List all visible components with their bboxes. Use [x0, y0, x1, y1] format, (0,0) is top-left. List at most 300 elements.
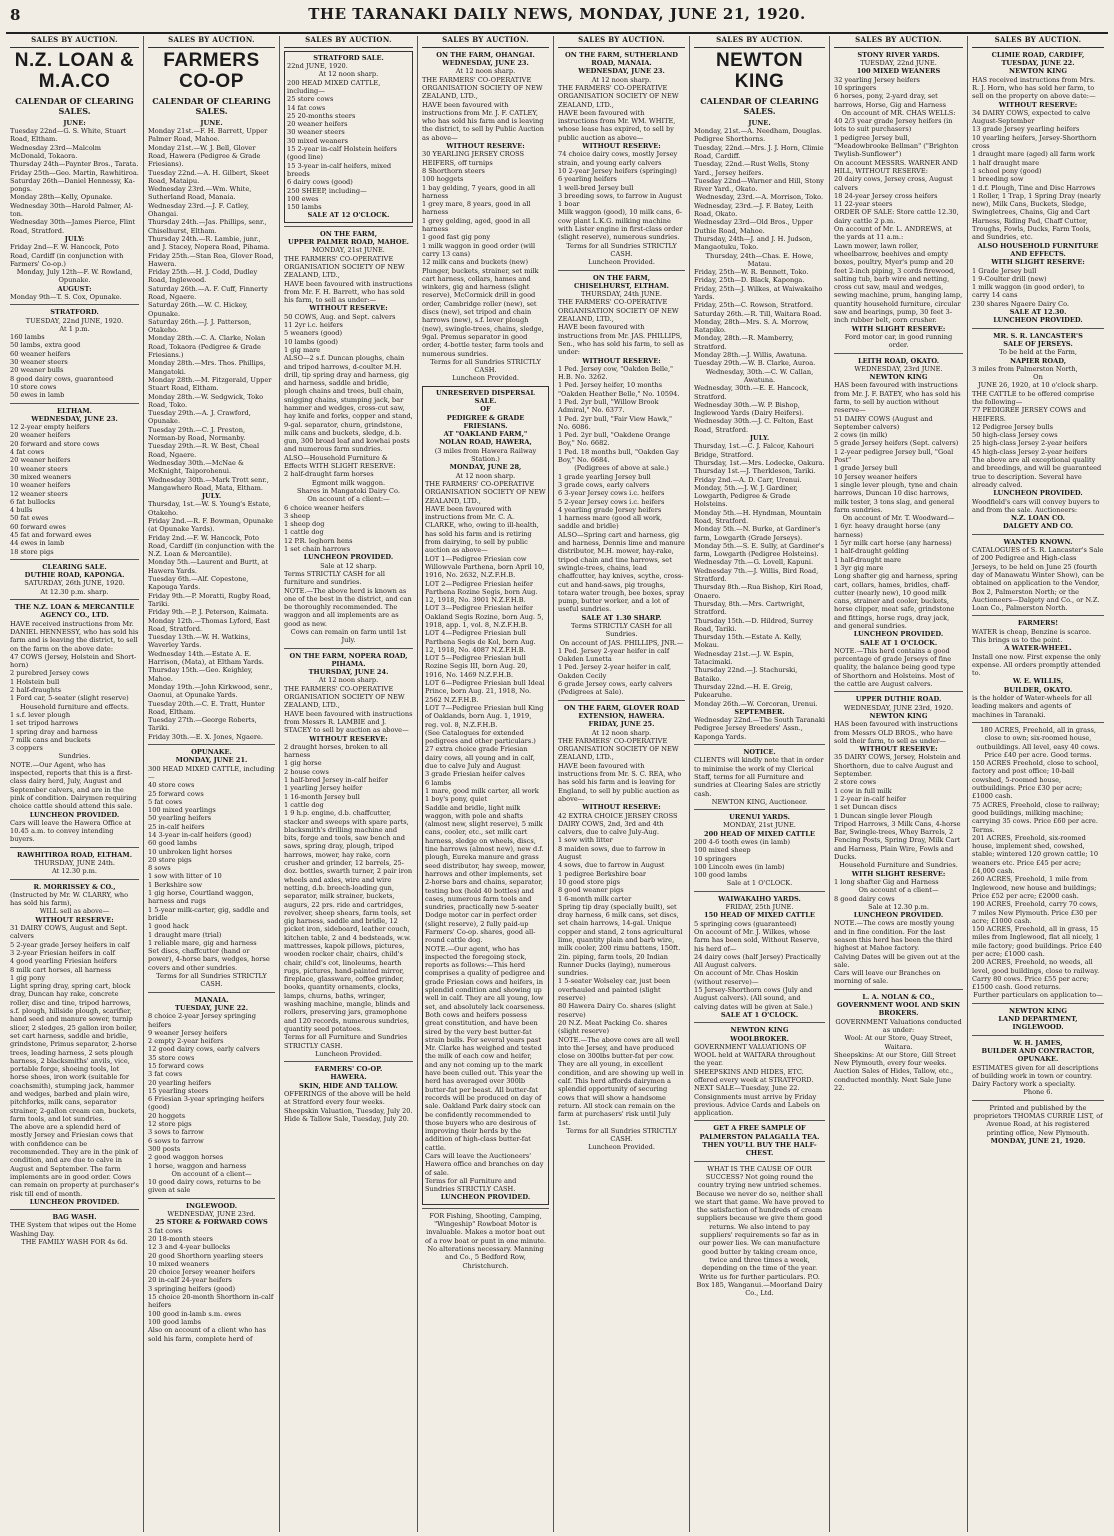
listing-line: Tuesday 29th.—C. J. Preston, Norman-by Road, Normanby.: [148, 425, 246, 443]
listing-line: 150 lambs: [287, 203, 322, 212]
listing-line: 4 fat cows: [10, 448, 45, 457]
masthead: [6, 2, 1108, 34]
listing-block: [972, 1100, 1104, 1145]
listing-line: 10 springers: [834, 84, 877, 92]
listing-line: 1 gig horse: [284, 759, 322, 768]
listing-line: SEPTEMBER.: [734, 707, 785, 716]
listing-line: Cars will leave our Branches on morning of sale.: [834, 969, 941, 986]
listing-line: Monday 28th.—Mrs. Thos. Phillips, Mangatoki.: [148, 359, 266, 376]
listing-line: ON THE FARM, OHANGAI.: [436, 50, 535, 59]
listing-block: [694, 1022, 825, 1117]
listing-line: Thursday, 24th—Chas. E. Howe, Matau.: [705, 251, 814, 268]
banner-title: FARMERS CO-OP: [163, 49, 260, 92]
listing-line: 6 Friesian 3-year springing heifers (good): [148, 1095, 265, 1112]
listing-line: Monday 5th.—Laurent and Burtt, at Hawera Yards.: [148, 558, 269, 575]
listing-line: 100 hoggets: [422, 175, 464, 184]
listing-line: Thursday 15th.—Geo. Keighley, Mahoe.: [148, 666, 253, 683]
listing-line: 12 weaner steers: [10, 489, 68, 498]
listing-line: Saturday 26th.—A. F. Cuff, Finnerty Road, Ngaere.: [148, 284, 268, 301]
listing-line: 1 2-year pedigree Jersey bull, "Goal Post": [834, 447, 954, 465]
listing-line: Wednesday 22nd.—The South Taranaki Pedigree Jersey Breeders' Assn., Kaponga Yards.: [694, 716, 825, 741]
listing-line: Tuesday 6th.—Alf. Copestone, Kapouga Yards.: [148, 575, 249, 592]
listing-line: WITHOUT RESERVE:: [309, 304, 388, 313]
listing-line: 11 2yr i.c. heifers: [284, 321, 343, 330]
listing-line: Friday, 25th—D. Black, Kaponga.: [694, 276, 805, 285]
listing-line: 20 store pigs: [148, 855, 192, 864]
listing-line: 300 HEAD MIXED CATTLE, including—: [148, 764, 275, 781]
listing-line: SKIN, HIDE AND TALLOW.: [299, 1081, 398, 1090]
listing-line: Milk waggon (good), 10 milk cans, 6-cow plant L.K.G. milking machine with Lister engine in first-class order (slight reserve), numerous sundries.: [558, 208, 683, 242]
listing-line: AT "OAKLAND FARM,": [443, 430, 528, 439]
listing-line: 200 HEAD MIXED CATTLE, including—: [287, 78, 381, 95]
listing-line: 42 EXTRA CHOICE JERSEY CROSS DAIRY COWS, 2nd, 3rd and 4th calvers, due to calve July-Aug.: [558, 811, 678, 837]
listing-line: Monday, 21st.—A. Needham, Douglas. Pedigree Shorthorns.: [694, 127, 822, 144]
listing-line: 9 weaner Jersey heifers: [148, 1028, 228, 1037]
listing-line: WITHOUT RESERVE:: [998, 100, 1078, 109]
listing-line: NOTE.—The above herd is known as one of the best in the district, and can be thoroughly recommended. The waggon and all implements are as good as new.: [284, 586, 412, 628]
listing-line: 100 Lincoln ewes (in lamb): [694, 862, 785, 871]
listing-line: 20 weaner heifers: [287, 120, 348, 129]
listing-line: 2 cows (in milk): [834, 431, 888, 440]
listing-line: LUNCHEON PROVIDED.: [853, 630, 944, 639]
paper-title-line: THE TARANAKI DAILY NEWS, MONDAY, JUNE 21, 1920.: [308, 5, 806, 23]
listing-line: LUNCHEON PROVIDED.: [29, 810, 120, 819]
listing-line: Wednesday 7th.—G. Lovell, Kapuni.: [694, 558, 814, 567]
listing-line: Monday 28th.—J. Willis, Awatuna.: [694, 351, 808, 360]
listing-line: BUILDER AND CONTRACTOR, OPUNAKE.: [981, 1046, 1095, 1064]
listing-block: [10, 879, 139, 1207]
listing-line: Thursday 22nd.—J. Stachurski, Bataiko.: [694, 666, 798, 683]
listing-line: Thursday 24th.—R. Lambie, junr., and J. Stacey, Nopera Road, Pihama.: [148, 234, 270, 252]
listing-line: Friday 25th.—Stan Rea, Glover Road, Hawera.: [148, 251, 274, 268]
listing-line: 20 18-month steers: [148, 1234, 213, 1243]
listing-line: WHAT IS THE CAUSE OF OUR SUCCESS? Not going round the country trying new untried schemes. Because we never do so, neither shall we start that game. We have proved to the satisfaction of hundreds of cream suppliers because we give them good returns. We also intend to pay suppliers' requirements so far as in our power lies. We can manufacture good butter by taking cream once, twice and three times a week, depending on the time of the year. Write us for further particulars. P.O. Box 185, Wanganui.—Moorland Dairy Co., Ltd.: [694, 1164, 825, 1298]
listing-line: 5 grade Jersey heifers (Sept. calvers): [834, 439, 959, 448]
listing-line: 6 sows to farrow: [148, 1136, 204, 1145]
listing-line: 2 purebred Jersey cows: [10, 669, 89, 678]
listing-block: [284, 226, 413, 645]
listing-line: Terms for all Sundries STRICTLY CASH.: [156, 972, 267, 989]
listing-line: NAPIER ROAD,: [1009, 356, 1067, 365]
listing-line: 3 sheep: [284, 511, 310, 520]
listing-line: 1 Ped. Jersey 2-year heifer in calf, Oakden Cecily: [558, 663, 672, 680]
listing-line: Luncheon Provided.: [588, 1143, 655, 1152]
listing-block: [10, 847, 139, 876]
listing-line: Auction Sales of Hides, Tallow, etc., conducted monthly. Next Sale June 22.: [834, 1067, 954, 1093]
listing-line: 1 gig pony: [10, 973, 46, 982]
advertiser-banner: [148, 51, 275, 93]
listing-line: 1 school pony (good): [972, 166, 1042, 175]
listing-line: 12 store pigs: [148, 1120, 192, 1129]
listing-line: LUNCHEON PROVIDED.: [440, 1193, 531, 1202]
listing-line: Saturday 26th.—J. J. Patterson, Otakeho.: [148, 317, 252, 335]
listing-line: Set discs, chaffcutter (hand or power), 4-horse bars, wedges, horse covers and other sundries.: [148, 947, 270, 972]
listing-line: 30 mixed weaners: [287, 136, 348, 145]
listing-line: 15 2-year in-calf Holstein heifers (good line): [287, 145, 397, 162]
listing-line: Consignments must arrive by Friday previous. Advice Cards and Labels on application.: [694, 1092, 820, 1118]
listing-line: 4 yearling grade Jersey heifers: [558, 505, 662, 514]
listing-line: JULY.: [201, 492, 222, 501]
listing-block: [284, 648, 413, 1059]
listing-line: 190 ACRES, Freehold, carry 70 cows, 7 miles New Plymouth. Price £30 per acre; £1000 cash.: [972, 900, 1099, 925]
column-8: [968, 36, 1108, 1532]
listing-line: 2 empty 2-year heifers: [148, 1037, 224, 1046]
listing-line: Wool: At our Store, Quay Street, Waitara.: [844, 1034, 953, 1051]
listing-line: Printed and published by the proprietors THOMAS CURRIE LIST, of Avenue Road, at his registered printing office, New Plymouth.: [973, 1103, 1103, 1137]
listing-line: 47 COWS (Jersey, Holstein and Short-horn): [10, 652, 137, 670]
listing-line: 2 half-draughts: [10, 686, 62, 695]
listing-line: Sheepskins: At our Store, Gill Street New Plymouth, every four weeks.: [834, 1050, 956, 1068]
listing-line: MONDAY, 21st JUNE.: [723, 821, 796, 830]
listing-line: WITHOUT RESERVE:: [309, 734, 388, 743]
listing-line: Wednesday 23rd.—Wm. White, Sutherland Road, Manaia.: [148, 185, 252, 202]
listing-line: 10 unbroken light horses: [148, 847, 233, 856]
listing-line: TUESDAY, JUNE 22.: [174, 1003, 249, 1012]
listing-line: Monday 9th—T. S. Cox, Opunake.: [10, 292, 122, 301]
listing-line: 20 weaner bulls: [10, 366, 64, 375]
column-header: SALES BY AUCTION.: [284, 36, 413, 48]
listing-line: Phone 6.: [1023, 1088, 1053, 1097]
listing-line: 201 ACRES, Freehold, six-roomed house, implement shed, cowshed, stable; wintered 120 grown cattle; 10 weaners etc. Price £45 per acre; £4,000 cash.: [972, 833, 1099, 876]
listing-line: 12 Pedigree Jersey bulls: [972, 422, 1054, 431]
listing-line: GOVERNMENT WOOL AND SKIN BROKERS.: [836, 1001, 961, 1018]
listing-line: LUNCHEON PROVIDED.: [29, 1197, 120, 1206]
listing-line: 100 MIXED WEANERS: [856, 67, 941, 76]
listing-line: 3 miles from Palmerston North,: [972, 364, 1078, 373]
listing-line: 18 24-year Jersey cross heifers: [834, 191, 938, 200]
listing-line: Friday 9th.—P. J. Peterson, Kaimata.: [148, 608, 269, 617]
listing-line: Friday 2nd.—A. D. Carr, Urenui.: [694, 475, 802, 484]
listing-line: WITHOUT RESERVE:: [582, 142, 661, 151]
listing-line: SALE AT 1.30 SHARP.: [581, 613, 662, 622]
listing-block: [10, 599, 139, 844]
listing-line: 40 2/3 year grade Jersey heifers (in lots to suit purchasers): [834, 117, 953, 134]
listing-line: Wednesday, 23rd.—J. F. Batey, Leith Road, Okato.: [694, 201, 814, 219]
listing-line: Monday, 5th.—J. W. J. Gardiner, Lowgarth, Pedigree & Grade Holsteins.: [694, 483, 798, 509]
listing-line: 1 half-draught mare: [834, 555, 902, 564]
listing-line: 1 16-month Jersey bull: [284, 792, 360, 801]
listing-line: ON THE FARM, GLOVER ROAD EXTENSION, HAWERA.: [563, 703, 680, 720]
listing-line: 3 coppers: [10, 744, 43, 753]
listing-line: HAVE received instructions from Mr. DANIEL HENNESSY, who has sold his farm and is leaving the district, to sell on the farm on the above date:: [10, 619, 139, 653]
listing-line: THE FAMILY WASH FOR 4s 6d.: [21, 1238, 128, 1247]
listing-line: 10 weaner steers: [10, 464, 68, 473]
listing-line: 2 half-draught farm horses: [284, 470, 374, 479]
listing-line: Tuesday 22nd—G. S. White, Stuart Road, Eltham.: [10, 127, 127, 144]
listing-block: [148, 992, 275, 1195]
listing-line: THE FARMERS' CO-OPERATIVE ORGANISATION SOCIETY OF NEW ZEALAND, LTD.,: [558, 736, 679, 762]
listing-line: Cars will leave the Auctioneers' Hawera office and branches on day of sale.: [425, 1152, 544, 1177]
listing-line: Shares in Mangatoki Dairy Co.: [297, 486, 400, 495]
listing-line: 6 yearling heifers: [558, 175, 617, 184]
listing-line: 1 horse, waggon and harness: [148, 1161, 247, 1170]
listing-line: LUNCHEON PROVIDED.: [303, 553, 394, 562]
listing-line: 10 2-year Jersey heifers (springing): [558, 166, 677, 175]
listing-line: On account MESSRS. WARNER AND HILL, WITHOUT RESERVE:: [834, 158, 958, 175]
listing-line: 60 weaner heifers: [10, 349, 71, 358]
listing-line: FARMERS' CO-OP.: [314, 1065, 383, 1074]
column-header: SALES BY AUCTION.: [10, 36, 139, 48]
listing-line: LOT 4—Pedigree Friesian bull Parthena Segis de Kol, born Aug. 12, 1918, No. 4087 N.Z.F.H.B.: [425, 629, 536, 654]
listing-line: 1 2-year in-calf heifer: [834, 794, 907, 803]
listing-line: At 12 noon sharp.: [591, 728, 652, 737]
listing-line: Monday 5th.—H. Hyndman, Mountain Road, Stratford.: [694, 508, 822, 525]
listing-line: LOT 1—Pedigree Friesian cow Willowvale Parthena, born April 10, 1916, No. 2632, N.Z.F.H.B.: [425, 554, 545, 580]
listing-line: THURSDAY, 24th JUNE.: [581, 290, 662, 299]
listing-line: 15 choice 20-month Shorthorn in-calf heifers: [148, 1293, 274, 1310]
listing-line: N.Z. LOAN CO.: [1011, 514, 1065, 523]
heading-text: CALENDAR OF CLEARING SALES.: [152, 95, 271, 116]
column-header: SALES BY AUCTION.: [972, 36, 1104, 48]
listing-line: THE FARMERS' CO-OPERATIVE ORGANISATION SOCIETY OF NEW ZEALAND, LTD.,: [558, 84, 679, 109]
listing-line: (3 miles from Hawera Railway Station.): [434, 446, 537, 464]
listing-line: Cars will leave the Hawera Office at 10.45 a.m. to convey intending buyers.: [10, 818, 132, 844]
listing-line: TUESDAY, 22nd JUNE, 1920.: [25, 316, 124, 325]
listing-block: [694, 891, 825, 1019]
listing-line: 1 set chain harrows: [284, 545, 351, 554]
listing-line: Monday, 28th.—R. Mamberry, Stratford.: [694, 334, 794, 351]
listing-line: FRIDAY, JUNE 25.: [588, 720, 655, 729]
listing-line: 200 ACRES, Freehold, no weeds, all level, good buildings, close to railway. Carry 80 cows. Price £55 per acre; £1500 cash. Good returns.: [972, 958, 1100, 992]
listing-line: MONDAY, 21st JUNE.: [312, 246, 385, 255]
listing-line: Egmont milk waggon.: [311, 478, 386, 487]
listing-line: 30 weaner steers: [287, 128, 345, 137]
listing-line: Terms for all Sundries STRICTLY CASH.: [566, 1126, 677, 1144]
listing-line: Household Furniture and Sundries.: [839, 861, 958, 870]
listing-line: Luncheon Provided.: [452, 374, 519, 383]
listing-line: Thursday 15th.—Estate A. Kelly, Mokau.: [694, 633, 802, 650]
listing-line: Monday, 28th—Mrs. S. A. Morrow, Ratapiko.: [694, 317, 809, 335]
listing-line: Ford motor car, in good running order.: [844, 332, 953, 350]
listing-line: 6 3-year Jersey cows i.c. heifers: [558, 489, 665, 498]
listing-line: 1 milk waggon in good order (will carry 13 cans): [422, 241, 536, 258]
listing-line: CLIMIE ROAD, CARDIFF,: [991, 50, 1085, 59]
listing-line: W. H. JAMES,: [1013, 1038, 1063, 1047]
listing-line: 12 3 and 4-year bullocks: [148, 1243, 231, 1252]
listing-line: 20 N.Z. Meat Packing Co. shares (slight reserve): [558, 1018, 668, 1036]
listing-line: 6 dairy cows (good): [287, 178, 353, 187]
listing-line: 3 2-year Friesian heifers in calf: [10, 948, 115, 957]
listing-line: 1 good hack: [148, 922, 189, 931]
listing-line: Friday 9th.—P. Moratti, Rugby Road, Tariki.: [148, 591, 271, 608]
listing-line: 160 lambs: [10, 333, 45, 342]
listing-block: [422, 51, 549, 383]
listing-line: Wednesday 30th.—W. P. Bishop, Inglewood Yards (Dairy Heifers).: [694, 400, 804, 418]
listing-line: 12 good dairy cows, early calvers: [148, 1045, 260, 1054]
listing-line: 3 grade Friesian heifer calves: [425, 770, 525, 779]
listing-line: 1 draught mare (trial): [148, 930, 222, 939]
listing-line: 1 Ped. 2yr bull, "Willow Brook Admiral," No. 6377.: [558, 397, 659, 415]
listing-line: Thursday 22nd.—H. E. Greig, Pukearuhe.: [694, 682, 793, 700]
listing-line: 1 Ped. 2yr bull, "Fair View Hawk," No. 6086.: [558, 414, 673, 431]
listing-line: 1 pedigree Jersey bull, "Meadowbrooke Bellman" ("Brighton Twylish-Sunflower"): [834, 133, 959, 159]
listing-block: [694, 744, 825, 806]
listing-line: THE CATTLE to be offered comprise the following—: [972, 389, 1095, 406]
listing-line: HAWERA.: [330, 1073, 367, 1082]
listing-line: 45 high-class Jersey 2-year heifers: [972, 447, 1088, 456]
listing-block: [558, 700, 685, 1152]
listing-line: 1 Berkshire sow: [148, 880, 203, 889]
listing-line: Thursday, 1st.—C. J. Falcor, Kahouri Bridge, Stratford.: [694, 442, 814, 459]
listing-line: URENUI YARDS.: [729, 813, 790, 822]
listing-line: NOTICE.: [743, 748, 776, 757]
listing-line: NEXT SALE—Tuesday, June 22.: [694, 1084, 800, 1093]
listing-line: RAWHITIROA ROAD, ELTHAM.: [17, 850, 132, 859]
listing-line: MONDAY, JUNE 21.: [175, 756, 248, 765]
listing-line: 1 set Duncan discs: [834, 803, 897, 812]
listing-line: 10 weaner heifers: [10, 481, 71, 490]
listing-line: 1 grey mare, 8 years, good in all harness: [422, 200, 531, 217]
listing-line: 1 half-bred Jersey in-calf heifer: [284, 776, 389, 785]
listing-line: Friday 30th.—E. X. Jones, Ngaere.: [148, 732, 263, 741]
listing-line: 1 long shafter Gig and Harness: [834, 877, 939, 886]
listing-line: 3 sows to farrow: [148, 1128, 204, 1137]
listing-line: 25 store cows: [287, 95, 334, 104]
listing-line: 4 good yearling Friesian heifers: [10, 957, 117, 966]
listing-line: L. A. NOLAN & CO.,: [862, 992, 935, 1001]
listing-line: 30 mixed weaners: [10, 472, 71, 481]
listing-line: 1 6-month milk carter: [558, 894, 632, 903]
listing-line: UPPER DUTHIE ROAD.: [855, 695, 942, 704]
listing-line: WITHOUT RESERVE:: [582, 803, 661, 812]
listing-line: 1 boy's pony, quiet: [425, 795, 488, 804]
section-heading: [148, 96, 275, 116]
listing-line: Saturday 26th.—R. Till, Waitara Road.: [694, 309, 822, 318]
listing-line: Tuesday 29th.—W. B. Clarke, Auroa.: [694, 359, 816, 368]
listing-line: TUESDAY, 22nd JUNE.: [860, 59, 937, 68]
listing-line: STRATFORD SALE.: [313, 53, 384, 62]
listing-block: [422, 386, 549, 1205]
listing-line: Friday 2nd.—R. F. Bowman, Opunake (at Opunake Yards).: [148, 517, 274, 534]
listing-line: 100 good in-lamb s.m. ewes: [148, 1309, 242, 1318]
column-header: SALES BY AUCTION.: [422, 36, 549, 48]
listing-line: Friday, 25th—J. Wilkes, at Waiwakaiho Yards.: [694, 284, 823, 301]
listing-line: Thursday 8th.—Rua Bishop, Kiri Road, Onaero.: [694, 583, 823, 600]
listing-line: Install one now. First expense the only expense. All orders promptly attended to.: [972, 652, 1101, 678]
listing-line: 1 9-Coulter drill (new): [972, 274, 1047, 283]
listing-line: WOOLBROKER.: [730, 1034, 789, 1043]
listing-line: 35 DAIRY COWS, Jersey, Holstein and Shorthorn, due to calve August and September.: [834, 753, 961, 779]
listing-line: 18 store pigs: [10, 547, 54, 556]
listing-line: HAS been favoured with instructions from Mr. J. F. BATEY, who has sold his farm, to sell by auction without reserve—: [834, 381, 961, 415]
listing-line: HAVE been favoured with instructions from Mr. C. A. CLARKE, who, owing to ill-health, has sold his farm and is retiring from dairying, to sell by public auction as above—: [425, 504, 539, 555]
listing-block: [558, 51, 685, 267]
listing-line: On account of Mr. J. Wilkes, whose farm has been sold, Without Reserve, his herd of—: [694, 927, 820, 953]
column-3: [280, 36, 418, 1532]
listing-line: ALSO—2 s.f. Duncan ploughs, chain and tripod harrows, d-coulter M.H. drill, tip spring dray and harness, gig and harness, saddle and bridle, plough chains and trees, bull chain, snigging chains, stumping jack, bar hammer and wedges, cross-cut saw, hay knife and forks, copper and stand, 9-gal. separator, churn, grindstone, milk cans and buckets, sledge, d.b. gun, 300 broad leaf and kowhai posts and numerous farm sundries.: [284, 354, 413, 454]
listing-line: On account of Mr. L. ANDREWS, at the yards at 11 a.m.:: [834, 225, 953, 242]
listing-line: On account of MR. CHAS WELLS:: [841, 108, 956, 117]
listing-line: HAVE been favoured with instructions from Mr. J. F. CATLEY, who has sold his farm and is leaving the district, to sell by Public Auction as above—: [422, 100, 544, 142]
listing-line: 1 yearling Jersey heifer: [284, 784, 363, 793]
listing-line: 6 lambs: [425, 778, 452, 787]
listing-line: 12 P.R. leghorn hens: [284, 536, 353, 545]
listing-block: [694, 119, 825, 741]
listing-line: ON THE FARM,: [592, 273, 650, 282]
listing-line: SALE AT 12.30.: [1009, 308, 1067, 317]
listing-line: 1 half-draught gelding: [834, 547, 909, 556]
listing-line: Monday 19th.—John Kirkwood, senr., Oaonui, at Opunake Yards.: [148, 682, 273, 700]
heading-text: CALENDAR OF CLEARING SALES.: [700, 95, 819, 116]
listing-line: Thursday, 8th.—Mrs. Cartwright, Stratford.: [694, 599, 805, 617]
listing-line: 12 2-year empty heifers: [10, 423, 90, 432]
listing-line: LOT 7—Pedigree Friesian bull King of Oaklands, born Aug. 1, 1919, reg. vol. 8, N.Z.F.H.B.: [425, 703, 544, 729]
listing-line: FARMERS!: [1017, 619, 1059, 628]
listing-line: SHEEPSKINS AND HIDES, ETC. offered every week at STRATFORD.: [694, 1067, 814, 1084]
listing-line: WEDNESDAY, JUNE 23rd.: [167, 1210, 256, 1219]
listing-line: MANAIA.: [194, 995, 229, 1004]
listing-line: On account of Mr. Chas Hoskin (without reserve)—: [694, 969, 799, 986]
listing-line: 60 good lambs: [148, 839, 197, 848]
listing-line: 8 milk cart horses, all harness: [10, 965, 112, 974]
listing-line: TUESDAY, JUNE 22.: [1001, 59, 1075, 68]
listing-line: 10 good store pigs: [558, 877, 621, 886]
listing-block: [834, 51, 963, 350]
advertiser-banner: [10, 51, 139, 93]
listing-line: W. E. WILLIS,: [1012, 677, 1064, 686]
listing-line: OF: [480, 405, 491, 414]
listing-line: 14 fat cows: [287, 103, 326, 112]
listing-line: WAIWAKAIHO YARDS.: [718, 894, 801, 903]
listing-line: 6 fat bullocks: [10, 497, 56, 506]
listing-line: At 12 noon sharp.: [591, 75, 652, 84]
listing-line: WATER is cheap, Benzine is scarce. This brings us to the point.: [972, 627, 1092, 644]
listing-line: Terms STRICTLY CASH for all Sundries.: [571, 622, 672, 639]
listing-line: STONY RIVER YARDS.: [857, 50, 940, 59]
listing-line: NEWTON KING, Auctioneer.: [711, 797, 808, 806]
listing-line: 50 high-class Jersey cows: [972, 431, 1058, 440]
listing-line: 1 Duncan single lever Plough: [834, 811, 933, 820]
listing-line: Monday 26th.—W. Corcoran, Urenui.: [694, 699, 818, 708]
listing-line: Saddle and bridle, light milk waggon, with pole and shafts (almost new, slight reserve), 5 milk cans, cooler, etc., set milk cart harness, sledge on wheels, discs, tine harrows (almost new), new d.f. plough, Eureka manure and grass seed distributor, hay sweep, mower, harrows and other implements, set 2-horse bars and chains, separator, testing box (hold 40 bottles) and cases, numerous farm tools and sundries, practically new 5-seater Dodge motor car in perfect order (slight reserve), 2 fully paid-up Farmers' Co-op. shares, good all-round cattle dog.: [425, 803, 546, 945]
page-number: 8: [10, 6, 21, 24]
listing-line: Tuesday 22nd—Warner and Hill, Stony River Yard., Okato.: [694, 176, 824, 194]
listing-line: 50 lambs, extra good: [10, 341, 81, 350]
listing-line: BUILDER, OKATO.: [1003, 685, 1073, 694]
listing-block: [148, 1198, 275, 1343]
column-header: SALES BY AUCTION.: [694, 36, 825, 48]
listing-block: [558, 270, 685, 697]
listing-line: 1 sheep dog: [284, 520, 325, 529]
listing-line: WEDNESDAY, JUNE 23.: [442, 59, 529, 68]
listing-line: 20 forward and store cows: [10, 439, 100, 448]
listing-line: 22nd JUNE, 1920.: [287, 62, 348, 71]
listing-line: A WATER-WHEEL.: [1004, 644, 1072, 653]
listing-line: Wednesday 23rd.—J. F. Catley, Ohangai.: [148, 201, 249, 219]
listing-line: 5 2-year Jersey cows i.c. heifers: [558, 497, 665, 506]
listing-line: 200 HEAD OF MIXED CATTLE: [704, 829, 815, 838]
listing-line: NOTE.—The cows are mostly young and in fine condition. For the last season this herd has been the third highest at Mahoe factory.: [834, 919, 955, 953]
listing-line: Wednesday, 30th.—E. E. Hancock, Stratford.: [694, 384, 809, 401]
listing-line: THURSDAY, JUNE 24.: [308, 668, 389, 677]
listing-line: 1 boar: [558, 200, 580, 209]
listing-line: 1 Ford car, 5-seater (slight reserve): [10, 694, 129, 703]
listing-line: Thursday 1st.—J. Therkleson, Tariki.: [694, 467, 816, 476]
listing-line: JUNE:: [63, 118, 86, 127]
listing-line: SALE AT 1 O'CLOCK.: [720, 1010, 799, 1019]
listing-line: Sale at 12 sharp.: [320, 561, 377, 570]
listing-line: 1 bay gelding, 7 years, good in all harness: [422, 183, 536, 200]
listing-line: ELTHAM.: [57, 406, 92, 415]
listing-line: 1 Ped. Jersey cow, "Oakden Belle," H.B. No. 3262.: [558, 364, 674, 382]
listing-block: [10, 1209, 139, 1246]
listing-line: (See Catalogues for extended pedigrees and other particulars.): [425, 728, 536, 746]
listing-line: HAVE been favoured with instructions from Messrs R. LAMBIE and J. STACEY to sell by auction as above—: [284, 709, 413, 735]
listing-line: Plunger, buckets, strainer, set milk cart harness, collars, hames and winkers, gig and harness (slight reserve), McCormick drill in good order, Cambridge roller (new), set discs (new), set tripod and chain harrows (new), s.f. lever plough (new), swingle-trees, chains, sledge, 9gal. Premus separator in good order, 4-bottle tester, farm tools and numerous sundries.: [422, 266, 544, 358]
listing-line: THE N.Z. LOAN & MERCANTILE AGENCY CO., LTD.: [14, 603, 135, 620]
listing-line: CATALOGUES of S. R. Lancaster's Sale of 200 Pedigree and High-class Jerseys, to be held on June 25 (fourth day of Manawatu Winter Show), can be obtained on application to the Vendor, Box 2, Palmerston North; or the Auctioneers—Dalgety and Co., or N.Z. Loan Co., Palmerston North.: [972, 546, 1104, 613]
listing-line: 2 good waggon horses: [148, 1153, 224, 1162]
